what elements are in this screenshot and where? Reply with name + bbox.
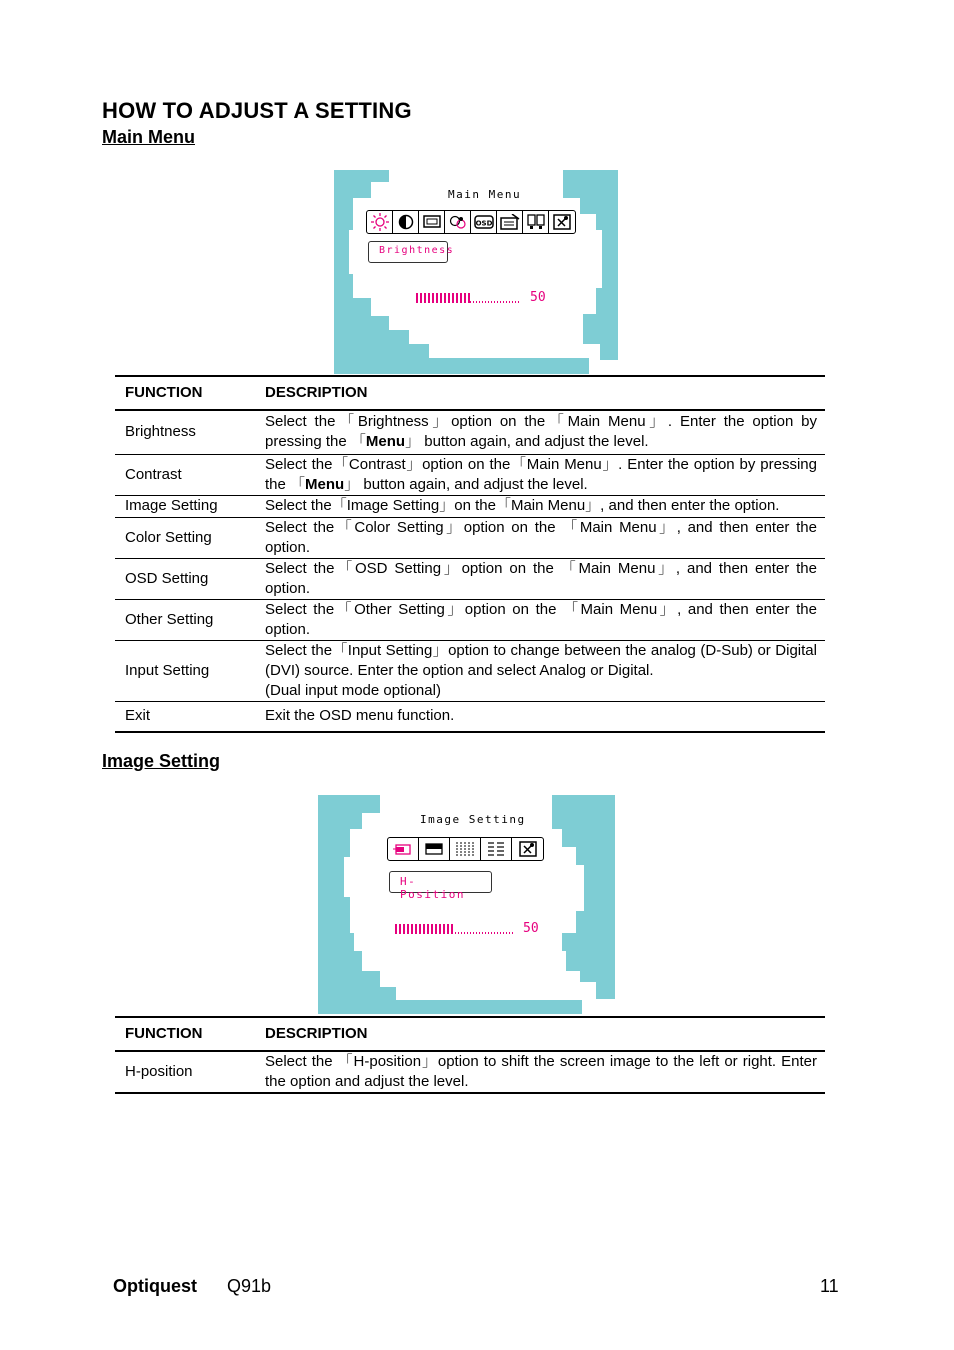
footer-brand: Optiquest [113, 1276, 197, 1296]
row-function: Color Setting [115, 517, 255, 558]
row-function: Input Setting [115, 640, 255, 701]
row-description: Select the「Input Setting」option to change between the analog (D-Sub) or Digital (DVI) source. Enter the option and select Analog or Digital. (Dual input mode optional) [255, 640, 825, 701]
table-header-row [115, 1017, 825, 1051]
table-row [115, 517, 825, 558]
level-fill [416, 293, 470, 303]
table-row [115, 640, 825, 701]
osd-title: Main Menu [448, 188, 522, 201]
table-row [115, 558, 825, 599]
phase-icon[interactable] [481, 838, 512, 860]
level-track [455, 932, 513, 934]
header-function: FUNCTION [115, 376, 255, 410]
header-description: DESCRIPTION [255, 1017, 825, 1051]
table-row [115, 454, 825, 495]
osd-title: Image Setting [420, 813, 526, 826]
image-setting-function-table [115, 1016, 825, 1094]
header-function: FUNCTION [115, 1017, 255, 1051]
level-value: 50 [523, 921, 539, 936]
page-title: HOW TO ADJUST A SETTING [102, 98, 412, 123]
osd-level-bar[interactable] [416, 290, 546, 305]
contrast-icon[interactable] [393, 211, 419, 233]
section-heading-main-menu: Main Menu [102, 127, 195, 147]
table-header-row [115, 376, 825, 410]
osd-icon-bar [387, 837, 544, 861]
osd-level-bar[interactable] [395, 921, 539, 936]
level-fill [395, 924, 455, 934]
row-function: Image Setting [115, 495, 255, 517]
row-description: Select the「Color Setting」option on the 「Main Menu」, and then enter the option. [255, 517, 825, 558]
svg-text:OSD: OSD [475, 219, 492, 228]
osd-setting-icon[interactable] [471, 211, 497, 233]
header-description: DESCRIPTION [255, 376, 825, 410]
brightness-icon[interactable] [367, 211, 393, 233]
table-row [115, 410, 825, 454]
page-number: 11 [820, 1276, 839, 1296]
exit-icon[interactable] [512, 838, 543, 860]
footer-model: Q91b [227, 1276, 272, 1296]
h-position-icon[interactable] [388, 838, 419, 860]
clock-icon[interactable] [450, 838, 481, 860]
osd-image-setting-screenshot [318, 795, 615, 1014]
level-value: 50 [530, 290, 546, 305]
table-row [115, 1051, 825, 1093]
row-function: Brightness [115, 410, 255, 454]
exit-icon[interactable] [549, 211, 575, 233]
osd-frame [318, 795, 615, 1014]
color-setting-icon[interactable] [445, 211, 471, 233]
row-description: Exit the OSD menu function. [255, 701, 825, 732]
other-setting-icon[interactable] [497, 211, 523, 233]
osd-main-menu-screenshot [334, 170, 618, 374]
osd-selected-label: H-Position [389, 871, 492, 893]
image-setting-icon[interactable] [419, 211, 445, 233]
table-row [115, 701, 825, 732]
osd-icon-bar [366, 210, 576, 234]
input-setting-icon[interactable] [523, 211, 549, 233]
row-description: Select the 「H-position」option to shift the screen image to the left or right. Enter the option and adjust the level. [255, 1051, 825, 1093]
row-description: Select the「Contrast」option on the「Main Menu」. Enter the option by pressing the 「Menu」 button again, and adjust the level. [255, 454, 825, 495]
row-description: Select the「Brightness」option on the「Main Menu」. Enter the option by pressing the 「Menu」 button again, and adjust the level. [255, 410, 825, 454]
row-function: Other Setting [115, 599, 255, 640]
level-track [470, 301, 520, 303]
row-function: Contrast [115, 454, 255, 495]
main-menu-function-table [115, 375, 825, 733]
row-description: Select the「Other Setting」option on the 「Main Menu」, and then enter the option. [255, 599, 825, 640]
row-description: Select the「Image Setting」on the「Main Menu」, and then enter the option. [255, 495, 825, 517]
table-row [115, 599, 825, 640]
row-description: Select the「OSD Setting」option on the 「Main Menu」, and then enter the option. [255, 558, 825, 599]
row-function: H-position [115, 1051, 255, 1093]
row-function: OSD Setting [115, 558, 255, 599]
v-position-icon[interactable] [419, 838, 450, 860]
table-row [115, 495, 825, 517]
row-function: Exit [115, 701, 255, 732]
osd-selected-label: Brightness [368, 241, 448, 263]
section-heading-image-setting: Image Setting [102, 751, 221, 771]
